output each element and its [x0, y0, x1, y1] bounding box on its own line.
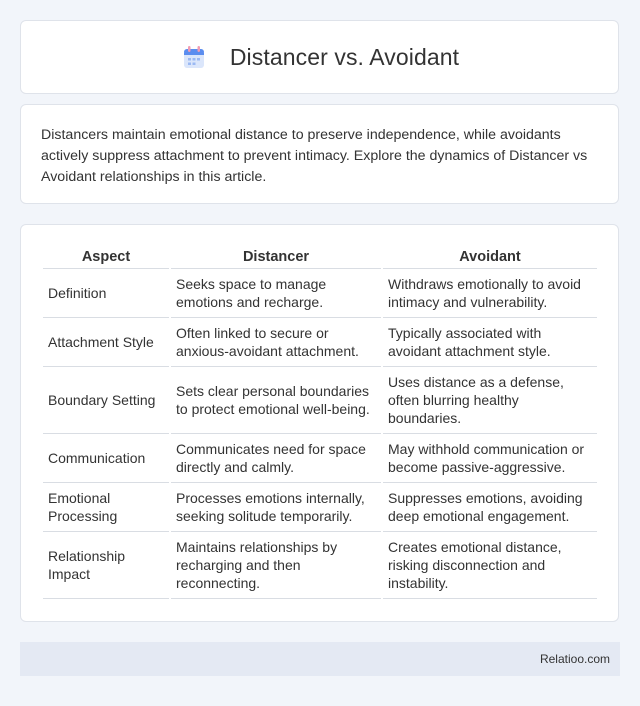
- calendar-icon: [180, 43, 208, 71]
- cell-avoidant: Suppresses emotions, avoiding deep emotional engagement.: [382, 483, 597, 532]
- cell-aspect: Attachment Style: [43, 318, 170, 367]
- cell-distancer: Communicates need for space directly and calmly.: [170, 434, 382, 483]
- cell-distancer: Seeks space to manage emotions and recharge.: [170, 269, 382, 318]
- table-row: [43, 483, 597, 532]
- cell-aspect: Emotional Processing: [43, 483, 170, 532]
- cell-distancer: Processes emotions internally, seeking solitude temporarily.: [170, 483, 382, 532]
- table-header-row: [43, 245, 597, 269]
- header-aspect: Aspect: [43, 245, 170, 269]
- cell-avoidant: Creates emotional distance, risking disconnection and instability.: [382, 532, 597, 599]
- header-avoidant: Avoidant: [382, 245, 597, 269]
- comparison-table: [43, 245, 597, 599]
- title-card: [20, 20, 619, 94]
- table-row: [43, 367, 597, 434]
- footer: [20, 642, 620, 676]
- cell-avoidant: May withhold communication or become passive-aggressive.: [382, 434, 597, 483]
- cell-distancer: Sets clear personal boundaries to protect emotional well-being.: [170, 367, 382, 434]
- comparison-card: [20, 224, 619, 622]
- cell-distancer: Maintains relationships by recharging and then reconnecting.: [170, 532, 382, 599]
- table-row: [43, 532, 597, 599]
- cell-distancer: Often linked to secure or anxious-avoidant attachment.: [170, 318, 382, 367]
- page-title: Distancer vs. Avoidant: [229, 43, 460, 70]
- cell-avoidant: Typically associated with avoidant attachment style.: [382, 318, 597, 367]
- table-row: [43, 434, 597, 483]
- footer-site: Relatioo.com: [539, 652, 610, 666]
- header-distancer: Distancer: [170, 245, 382, 269]
- cell-aspect: Boundary Setting: [43, 367, 170, 434]
- cell-avoidant: Uses distance as a defense, often blurring healthy boundaries.: [382, 367, 597, 434]
- cell-aspect: Definition: [43, 269, 170, 318]
- table-row: [43, 318, 597, 367]
- cell-aspect: Relationship Impact: [43, 532, 170, 599]
- table-row: [43, 269, 597, 318]
- cell-aspect: Communication: [43, 434, 170, 483]
- cell-avoidant: Withdraws emotionally to avoid intimacy and vulnerability.: [382, 269, 597, 318]
- intro-card: [20, 104, 619, 204]
- intro-text: Distancers maintain emotional distance to preserve independence, while avoidants actively suppress attachment to prevent intimacy. Explore the dynamics of Distancer vs Avoidant relationships in this article.: [41, 127, 588, 185]
